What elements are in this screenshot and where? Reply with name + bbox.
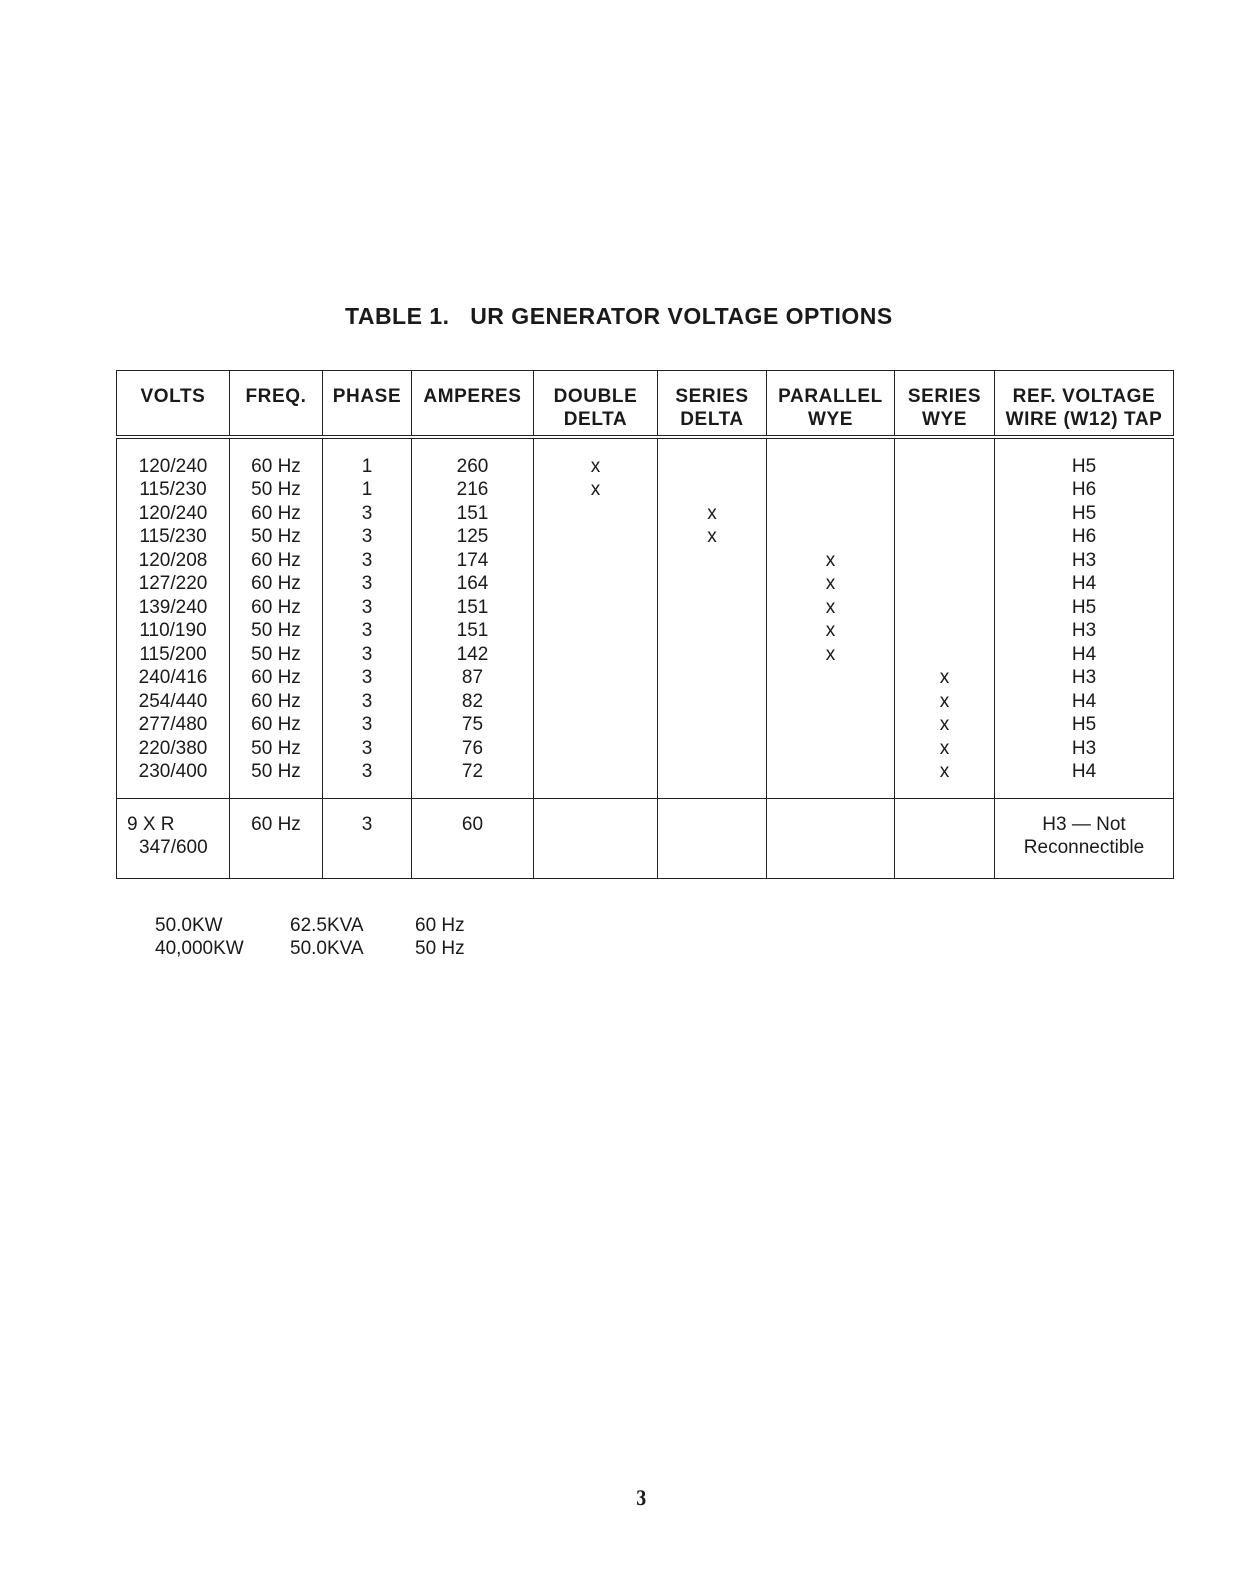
rating-hz: 60 Hz [415,915,465,936]
amperes-cell: 142 [412,643,534,667]
series-delta-cell [658,737,767,761]
series-wye-cell: x [895,737,995,761]
header-phase-line1: PHASE [332,386,402,407]
special-series-delta-cell [658,798,767,878]
volts-cell: 139/240 [117,596,230,620]
freq-cell: 60 Hz [230,690,323,714]
series-wye-cell [895,549,995,573]
table-body [117,437,1174,799]
series-delta-cell [658,713,767,737]
volts-cell: 115/230 [117,525,230,549]
header-double-delta [534,371,658,437]
header-volts [117,371,230,437]
special-tap-line2: Reconnectible [1023,837,1145,858]
rating-hz: 50 Hz [415,938,465,959]
volts-cell: 220/380 [117,737,230,761]
phase-cell: 3 [323,549,412,573]
series-wye-cell [895,437,995,479]
amperes-cell: 75 [412,713,534,737]
parallel-wye-cell [767,760,895,798]
header-freq-line1: FREQ. [245,386,307,407]
volts-cell: 115/200 [117,643,230,667]
double-delta-cell [534,572,658,596]
double-delta-cell [534,690,658,714]
ref-voltage-tap-cell: H4 [995,690,1174,714]
table-row [117,478,1174,502]
volts-cell: 240/416 [117,666,230,690]
phase-cell: 1 [323,478,412,502]
double-delta-cell: x [534,437,658,479]
header-amperes-line1: AMPERES [423,386,522,407]
ref-voltage-tap-cell: H6 [995,525,1174,549]
phase-cell: 3 [323,572,412,596]
special-phase-cell: 3 [323,798,412,878]
series-wye-cell: x [895,666,995,690]
amperes-cell: 216 [412,478,534,502]
rating-kw: 50.0KW [155,915,223,936]
special-volts-line2: 347/600 [139,837,208,858]
series-wye-cell [895,525,995,549]
volts-cell: 230/400 [117,760,230,798]
parallel-wye-cell [767,737,895,761]
special-amperes-cell: 60 [412,798,534,878]
series-delta-cell [658,619,767,643]
freq-cell: 60 Hz [230,572,323,596]
header-series-delta-line2: DELTA [680,409,744,430]
header-ref-voltage-tap-line1: REF. VOLTAGE [1012,386,1156,407]
rating-kw: 40,000KW [155,938,244,959]
parallel-wye-cell: x [767,572,895,596]
header-phase [323,371,412,437]
double-delta-cell [534,643,658,667]
table-row [117,690,1174,714]
special-parallel-wye-cell [767,798,895,878]
amperes-cell: 87 [412,666,534,690]
table-row [117,596,1174,620]
parallel-wye-cell [767,690,895,714]
parallel-wye-cell [767,525,895,549]
table-row [117,549,1174,573]
voltage-options-table [116,370,1174,879]
parallel-wye-cell [767,713,895,737]
header-series-delta-line1: SERIES [675,386,749,407]
series-delta-cell [658,643,767,667]
phase-cell: 3 [323,643,412,667]
ref-voltage-tap-cell: H3 [995,549,1174,573]
table-row [117,437,1174,479]
freq-cell: 50 Hz [230,737,323,761]
volts-cell: 110/190 [117,619,230,643]
rating-kva: 62.5KVA [290,915,364,936]
series-wye-cell: x [895,690,995,714]
ratings-notes [155,914,465,960]
amperes-cell: 151 [412,502,534,526]
ref-voltage-tap-cell: H4 [995,760,1174,798]
special-volts-line1: 9 X R [127,813,175,835]
double-delta-cell [534,760,658,798]
series-wye-cell [895,619,995,643]
amperes-cell: 164 [412,572,534,596]
header-series-delta [658,371,767,437]
double-delta-cell [534,737,658,761]
series-delta-cell: x [658,502,767,526]
page-title: TABLE 1. UR GENERATOR VOLTAGE OPTIONS [345,303,893,329]
special-series-wye-cell [895,798,995,878]
rating-row-60hz [155,914,465,937]
ref-voltage-tap-cell: H3 [995,619,1174,643]
phase-cell: 3 [323,760,412,798]
ref-voltage-tap-cell: H5 [995,437,1174,479]
volts-cell: 120/240 [117,437,230,479]
series-delta-cell [658,690,767,714]
special-volts-cell [117,798,230,878]
double-delta-cell [534,713,658,737]
header-ref-voltage-tap [995,371,1174,437]
header-series-wye [895,371,995,437]
special-freq-cell: 60 Hz [230,798,323,878]
series-delta-cell: x [658,525,767,549]
phase-cell: 3 [323,737,412,761]
table-header-row [117,371,1174,437]
header-parallel-wye-line2: WYE [807,409,854,430]
parallel-wye-cell [767,502,895,526]
table-row [117,572,1174,596]
header-ref-voltage-tap-line2: WIRE (W12) TAP [1005,409,1163,430]
parallel-wye-cell [767,666,895,690]
double-delta-cell [534,596,658,620]
freq-cell: 50 Hz [230,525,323,549]
series-delta-cell [658,572,767,596]
amperes-cell: 72 [412,760,534,798]
freq-cell: 50 Hz [230,478,323,502]
parallel-wye-cell: x [767,596,895,620]
series-delta-cell [658,666,767,690]
phase-cell: 3 [323,525,412,549]
series-delta-cell [658,760,767,798]
table-row [117,737,1174,761]
special-double-delta-cell [534,798,658,878]
table-row [117,713,1174,737]
header-parallel-wye [767,371,895,437]
amperes-cell: 76 [412,737,534,761]
phase-cell: 3 [323,502,412,526]
series-wye-cell [895,572,995,596]
ref-voltage-tap-cell: H4 [995,572,1174,596]
freq-cell: 50 Hz [230,760,323,798]
phase-cell: 3 [323,596,412,620]
freq-cell: 50 Hz [230,643,323,667]
series-delta-cell [658,478,767,502]
header-series-wye-line1: SERIES [907,386,982,407]
amperes-cell: 151 [412,596,534,620]
freq-cell: 60 Hz [230,549,323,573]
series-delta-cell [658,549,767,573]
freq-cell: 60 Hz [230,596,323,620]
ref-voltage-tap-cell: H4 [995,643,1174,667]
phase-cell: 3 [323,666,412,690]
header-parallel-wye-line1: PARALLEL [778,386,883,407]
table-row [117,502,1174,526]
phase-cell: 3 [323,619,412,643]
freq-cell: 60 Hz [230,437,323,479]
header-freq [230,371,323,437]
series-wye-cell: x [895,713,995,737]
series-wye-cell [895,502,995,526]
ref-voltage-tap-cell: H3 [995,666,1174,690]
double-delta-cell: x [534,478,658,502]
table-row [117,619,1174,643]
special-tap-cell [995,798,1174,878]
ref-voltage-tap-cell: H3 [995,737,1174,761]
ref-voltage-tap-cell: H5 [995,502,1174,526]
rating-row-50hz [155,937,465,960]
parallel-wye-cell [767,478,895,502]
amperes-cell: 151 [412,619,534,643]
ref-voltage-tap-cell: H5 [995,596,1174,620]
ref-voltage-tap-cell: H6 [995,478,1174,502]
header-amperes [412,371,534,437]
ref-voltage-tap-cell: H5 [995,713,1174,737]
parallel-wye-cell [767,437,895,479]
parallel-wye-cell: x [767,549,895,573]
header-volts-line1: VOLTS [140,386,206,407]
freq-cell: 60 Hz [230,502,323,526]
amperes-cell: 174 [412,549,534,573]
phase-cell: 1 [323,437,412,479]
volts-cell: 115/230 [117,478,230,502]
table-row [117,525,1174,549]
special-table-body [117,798,1174,878]
volts-cell: 120/240 [117,502,230,526]
parallel-wye-cell: x [767,643,895,667]
table-row [117,643,1174,667]
double-delta-cell [534,549,658,573]
phase-cell: 3 [323,690,412,714]
amperes-cell: 82 [412,690,534,714]
volts-cell: 254/440 [117,690,230,714]
double-delta-cell [534,666,658,690]
header-series-wye-line2: WYE [921,409,968,430]
double-delta-cell [534,619,658,643]
amperes-cell: 125 [412,525,534,549]
series-wye-cell [895,643,995,667]
series-wye-cell: x [895,760,995,798]
double-delta-cell [534,525,658,549]
phase-cell: 3 [323,713,412,737]
page-number: 3 [636,1486,647,1510]
freq-cell: 60 Hz [230,713,323,737]
series-wye-cell [895,478,995,502]
series-delta-cell [658,437,767,479]
rating-kva: 50.0KVA [290,938,364,959]
series-delta-cell [658,596,767,620]
series-wye-cell [895,596,995,620]
freq-cell: 50 Hz [230,619,323,643]
double-delta-cell [534,502,658,526]
volts-cell: 127/220 [117,572,230,596]
special-table-row [117,798,1174,878]
table-row [117,760,1174,798]
volts-cell: 120/208 [117,549,230,573]
table-row [117,666,1174,690]
special-tap-line1: H3 — Not [1042,813,1126,835]
volts-cell: 277/480 [117,713,230,737]
freq-cell: 60 Hz [230,666,323,690]
amperes-cell: 260 [412,437,534,479]
parallel-wye-cell: x [767,619,895,643]
header-double-delta-line1: DOUBLE [553,386,638,407]
header-double-delta-line2: DELTA [563,409,628,430]
